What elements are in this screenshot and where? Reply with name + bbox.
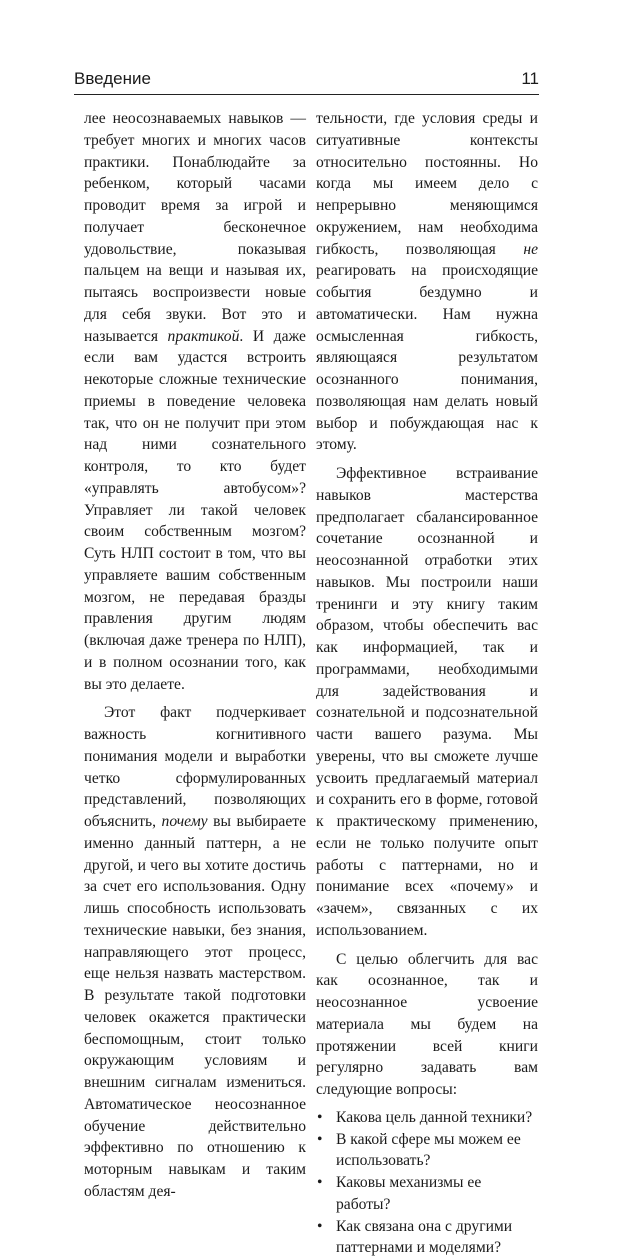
- bullet-icon: •: [317, 1172, 322, 1194]
- emphasis-text: почему: [162, 813, 208, 830]
- emphasis-text: практикой: [168, 328, 240, 345]
- list-item-text: В какой сфере мы можем ее использовать?: [336, 1131, 521, 1170]
- bullet-icon: •: [317, 1216, 322, 1238]
- list-item: [316, 1129, 538, 1173]
- text-run: реагировать на происходящие события бездумно и автоматически. Нам нужна осмысленная гибкость, являющаяся результатом осознанного понимания, позволяющая нам делать новый выбор и побуждающая нас к этому.: [316, 262, 538, 453]
- emphasis-text: не: [523, 241, 538, 258]
- left-paragraph-2: [84, 702, 306, 1202]
- right-paragraph-1: [316, 108, 538, 456]
- right-paragraph-2: Эффективное встраивание навыков мастерства предполагает сбалансированное сочетание осознанной и неосознанной отработки этих навыков. Мы построили наши тренинги и эту книгу таким образом, чтобы обеспечить вас как информацией, так и программами, необходимыми для задействования и сознательной и подсознательной части вашего разума. Мы уверены, что вы сможете лучше усвоить предлагаемый материал и сохранить его в форме, готовой к практическому применению, если не только получите опыт работы с паттернами, но и понимание всех «почему» и «зачем», связанных с их использованием.: [316, 463, 538, 942]
- list-item: [316, 1172, 538, 1216]
- text-run: вы выбираете именно данный паттерн, а не другой, и чего вы хотите достичь за счет его использования. Одну лишь способность использовать технические навыки, без знания, направляющего этот процесс, еще нельзя назвать мастерством. В результате такой подготовки человек окажется практически беспомощным, стоит только окружающим условиям и внешним сигналам измениться. Автоматическое неосознанное обучение действительно эффективно по отношению к моторным навыкам и таким областям дея-: [84, 813, 306, 1200]
- list-item: [316, 1107, 538, 1129]
- running-header: [74, 68, 539, 95]
- list-item-text: Каковы механизмы ее работы?: [336, 1174, 481, 1213]
- page-number: 11: [521, 69, 539, 89]
- left-column: [84, 108, 306, 1203]
- bullet-icon: •: [317, 1107, 322, 1129]
- list-item-text: Как связана она с другими паттернами и моделями?: [336, 1218, 512, 1257]
- left-paragraph-1: [84, 108, 306, 695]
- text-run: . И даже если вам удастся встроить некоторые сложные технические приемы в поведение человека так, что он не получит при этом над ними сознательного контроля, то кто будет «управлять автобусом»? Управляет ли такой человек своим собственным мозгом? Суть НЛП состоит в том, что вы управляете вашим собственным мозгом, не передавая бразды правления другим людям (включая даже тренера по НЛП), и в полном осознании того, как вы это делаете.: [84, 328, 306, 693]
- right-paragraph-3: С целью облегчить для вас как осознанное, так и неосознанное усвоение материала мы будем на протяжении всей книги регулярно задавать вам следующие вопросы:: [316, 949, 538, 1101]
- text-run: лее неосознаваемых навыков — требует многих и многих часов практики. Понаблюдайте за ребенком, который часами проводит время за игрой и получает бесконечное удовольствие, показывая пальцем на вещи и называя их, пытаясь воспроизвести новые для себя звуки. Вот это и называется: [84, 110, 306, 345]
- question-list: [316, 1107, 538, 1259]
- text-run: Этот факт подчеркивает важность когнитивного понимания модели и выработки четко сформулированных представлений, позволяющих объяснить,: [84, 704, 306, 830]
- list-item-text: Какова цель данной техники?: [336, 1109, 532, 1126]
- right-column: [316, 108, 538, 1259]
- bullet-icon: •: [317, 1129, 322, 1151]
- list-item: [316, 1216, 538, 1259]
- chapter-title: Введение: [74, 69, 151, 89]
- text-run: тельности, где условия среды и ситуативные контексты относительно постоянны. Но когда мы имеем дело с непрерывно меняющимся окружением, нам необходима гибкость, позволяющая: [316, 110, 538, 258]
